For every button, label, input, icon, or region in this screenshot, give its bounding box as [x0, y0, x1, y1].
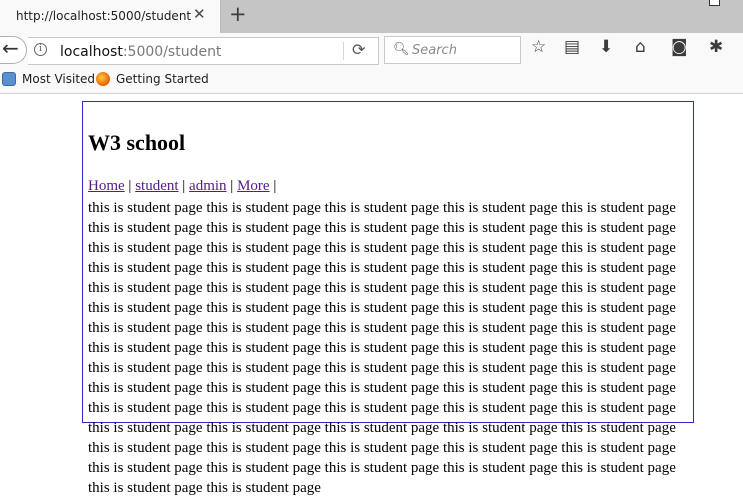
navigation-toolbar [0, 33, 743, 67]
plus-icon[interactable]: + [229, 2, 247, 26]
search-input[interactable] [384, 36, 521, 64]
tab-bar [0, 0, 743, 33]
info-icon[interactable]: i [34, 43, 47, 56]
page-nav [88, 178, 276, 195]
active-tab[interactable] [0, 0, 221, 33]
pocket-icon[interactable]: ◙ [671, 37, 688, 57]
bookmark-most-visited[interactable] [2, 72, 95, 86]
search-icon: 🔍︎ [393, 42, 410, 57]
close-icon[interactable]: ✕ [193, 5, 206, 23]
tab-title: http://localhost:5000/student [16, 9, 192, 23]
url-path: :5000/student [122, 44, 222, 60]
bookmarks-toolbar [0, 67, 743, 94]
nav-link-home[interactable]: Home [88, 178, 125, 194]
url-text[interactable] [60, 44, 221, 60]
url-bar[interactable] [28, 37, 379, 65]
firefox-icon [96, 72, 110, 86]
url-host: localhost [60, 44, 123, 60]
bookmark-label: Getting Started [116, 72, 209, 86]
nav-link-student[interactable]: student [135, 178, 179, 194]
bookmark-star-icon[interactable]: ☆ [531, 37, 547, 57]
extension-icon[interactable]: ✱ [709, 37, 724, 57]
bookmark-getting-started[interactable] [96, 72, 209, 86]
nav-separator: | [273, 178, 277, 194]
page-body-text: this is student page this is student page this is student page this is student page this is student page this is student page this is student page this is student page this is student page this is student page this is student page this is student page this is student page this is student page this is student page this is student page this is student page this is student page this is student page this is student page this is student page this is student page this is student page this is student page this is student page this is student page this is student page this is student page this is student page this is student page this is student page this is student page this is student page this is student page this is student page this is student page this is student page this is student page this is student page this is student page this is student page this is student page this is student page this is student page this is student page this is student page this is student page this is student page this is student page this is student page this is student page this is student page this is student page this is student page this is student page this is student page this is student page this is student page this is student page this is student page this is student page this is student page this is student page this is student page this is student page this is student page this is student page this is student page this is student page this is student page this is student page this is student page [88, 200, 676, 496]
nav-separator: | [128, 178, 132, 194]
reading-list-icon[interactable]: ▤ [564, 37, 581, 57]
bookmark-label: Most Visited [22, 72, 96, 86]
back-button[interactable] [0, 36, 27, 64]
home-icon[interactable]: ⌂ [635, 37, 646, 57]
nav-separator: | [230, 178, 234, 194]
nav-separator: | [182, 178, 186, 194]
nav-link-admin[interactable]: admin [189, 178, 227, 194]
content-container [82, 101, 694, 496]
search-placeholder: Search [412, 43, 457, 58]
download-icon[interactable]: ⬇ [599, 37, 614, 57]
url-divider [343, 42, 344, 60]
most-visited-icon [2, 72, 16, 86]
arrow-left-icon: ← [2, 36, 19, 60]
nav-link-more[interactable]: More [237, 178, 270, 194]
reload-icon[interactable]: ⟳ [352, 40, 366, 59]
page-title: W3 school [88, 130, 186, 155]
window-restore-icon[interactable] [709, 0, 720, 6]
